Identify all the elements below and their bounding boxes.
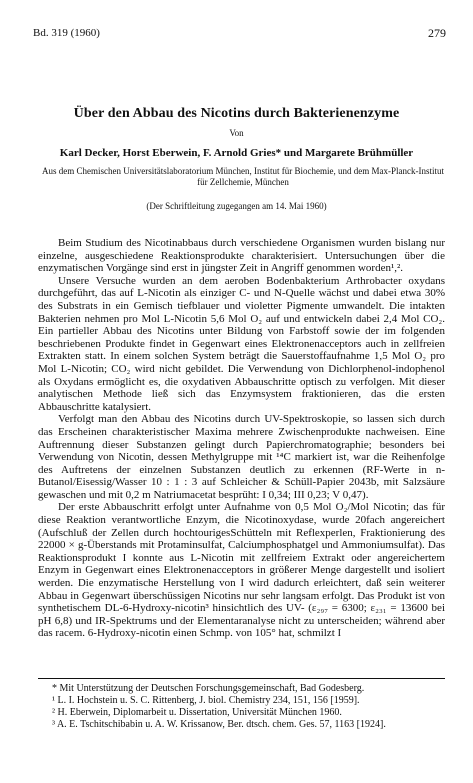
footnotes	[38, 683, 445, 731]
article-title: Über den Abbau des Nicotins durch Bakterienenzyme	[73, 106, 400, 121]
paragraph: Der erste Abbauschritt erfolgt unter Aufnahme von 0,5 Mol O₂/Mol Nicotin; das für diese Reaktion verantwortliche Enzym, die Nicotinoxydase, wurde 20fach angereichert (Aufschluß der Zellen durch hochtourigesSchütteln mit Reflexperlen, Fraktionierung des 22000 × g-Überstands mit Protaminsulfat, Calciumphosphatgel und Ammoniumsulfat). Das Reaktionsprodukt I konnte aus L-Nicotin mit zellfreiem Extrakt oder angereichertem Enzym in Gegenwart eines Elektronenacceptors in größerer Menge dargestellt und isoliert werden. Die enzymatische Herstellung von I wird dadurch erleichtert, daß sein weiterer Abbau in Gegenwart überschüssigen Nicotins nur sehr langsam erfolgt. Das Produkt ist von synthetischem DL-6-Hydroxy-nicotin³ hinsichtlich des UV- (ε₂₉₇ = 6300; ε₂₃₁ = 13600 bei pH 6,8) und IR-Spektrums und der Elementaranalyse nicht zu unterscheiden; während aber das racem. 6-Hydroxy-nicotin einen Schmp. von 105° hat, schmilzt I	[38, 501, 445, 640]
footnote: ³ A. E. Tschitschibabin u. A. W. Krissanow, Ber. dtsch. chem. Ges. 57, 1163 [1924].	[52, 719, 386, 730]
page-number: 279	[428, 26, 446, 40]
volume-label: Bd. 319 (1960)	[33, 27, 100, 39]
von-label: Von	[229, 128, 244, 138]
running-head	[33, 27, 446, 41]
paragraph: Verfolgt man den Abbau des Nicotins durch UV-Spektroskopie, so lassen sich durch das Erscheinen charakteristischer Maxima mehrere Zwischenprodukte nachweisen. Eine Auftrennung dieser Substanzen gelingt durch Papierchromatographie; besonders bei Verwendung von Nicotin, dessen Methylgruppe mit ¹⁴C markiert ist, war die Reihenfolge des Auftretens der einzelnen Substanzen deutlich zu erkennen (RF-Werte in n-Butanol/Eisessig/Wasser 10 : 1 : 3 auf Schleicher & Schüll-Papier 2043b, mit Salzsäure gewaschen und mit 0,2 m Natriumacetat besprüht: I 0,34; III 0,23; V 0,47).	[38, 413, 445, 501]
footnote: * Mit Unterstützung der Deutschen Forschungsgemeinschaft, Bad Godesberg.	[52, 683, 365, 694]
footnote: ¹ L. I. Hochstein u. S. C. Rittenberg, J. biol. Chemistry 234, 151, 156 [1959].	[52, 695, 360, 706]
received-date: (Der Schriftleitung zugegangen am 14. Mai 1960)	[146, 201, 327, 211]
affiliation: Aus dem Chemischen Universitätslaboratorium München, Institut für Biochemie, und dem Max-Planck-Institut für Zellchemie, München	[42, 166, 444, 187]
footnote-divider	[38, 678, 445, 679]
author-list: Karl Decker, Horst Eberwein, F. Arnold Gries* und Margarete Brühmüller	[59, 147, 414, 159]
paragraph: Unsere Versuche wurden an dem aeroben Bodenbakterium Arthrobacter oxydans durchgeführt, das auf L-Nicotin als einziger C- und N-Quelle wächst und dabei etwa 30% des Substrats in ein Gemisch tiefblauer und violetter Pigmente umwandelt. Die intakten Bakterien nehmen pro Mol L-Nicotin 5,6 Mol O₂ auf und entwickeln dabei 2,4 Mol CO₂. Ein partieller Abbau des Nicotins unter Bildung von Farbstoff sowie der im folgenden beschriebenen Produkte findet in Gegenwart eines Elektronenacceptors auch in zellfreien Extrakten statt. In einem solchen System beträgt die Sauerstoffaufnahme 1,5 Mol O₂ pro Mol L-Nicotin; CO₂ wird nicht gebildet. Die Verwendung von Dichlorphenol-indophenol als Oxydans ermöglicht es, die oxydativen Abbauschritte optisch zu verfolgen. Mit dieser analytischen Methode ließ sich das Enzymsystem fraktionieren, das die ersten Abbauschritte katalysiert.	[38, 274, 445, 413]
paragraph: Beim Studium des Nicotinabbaus durch verschiedene Organismen wurden bislang nur einzelne, ausgeschiedene Reaktionsprodukte charakterisiert. Untersuchungen über die enzymatischen Vorgänge sind erst in jüngster Zeit in Angriff genommen worden¹,².	[38, 237, 445, 275]
footnote: ² H. Eberwein, Diplomarbeit u. Dissertation, Universität München 1960.	[52, 707, 342, 718]
article-body	[38, 237, 445, 640]
